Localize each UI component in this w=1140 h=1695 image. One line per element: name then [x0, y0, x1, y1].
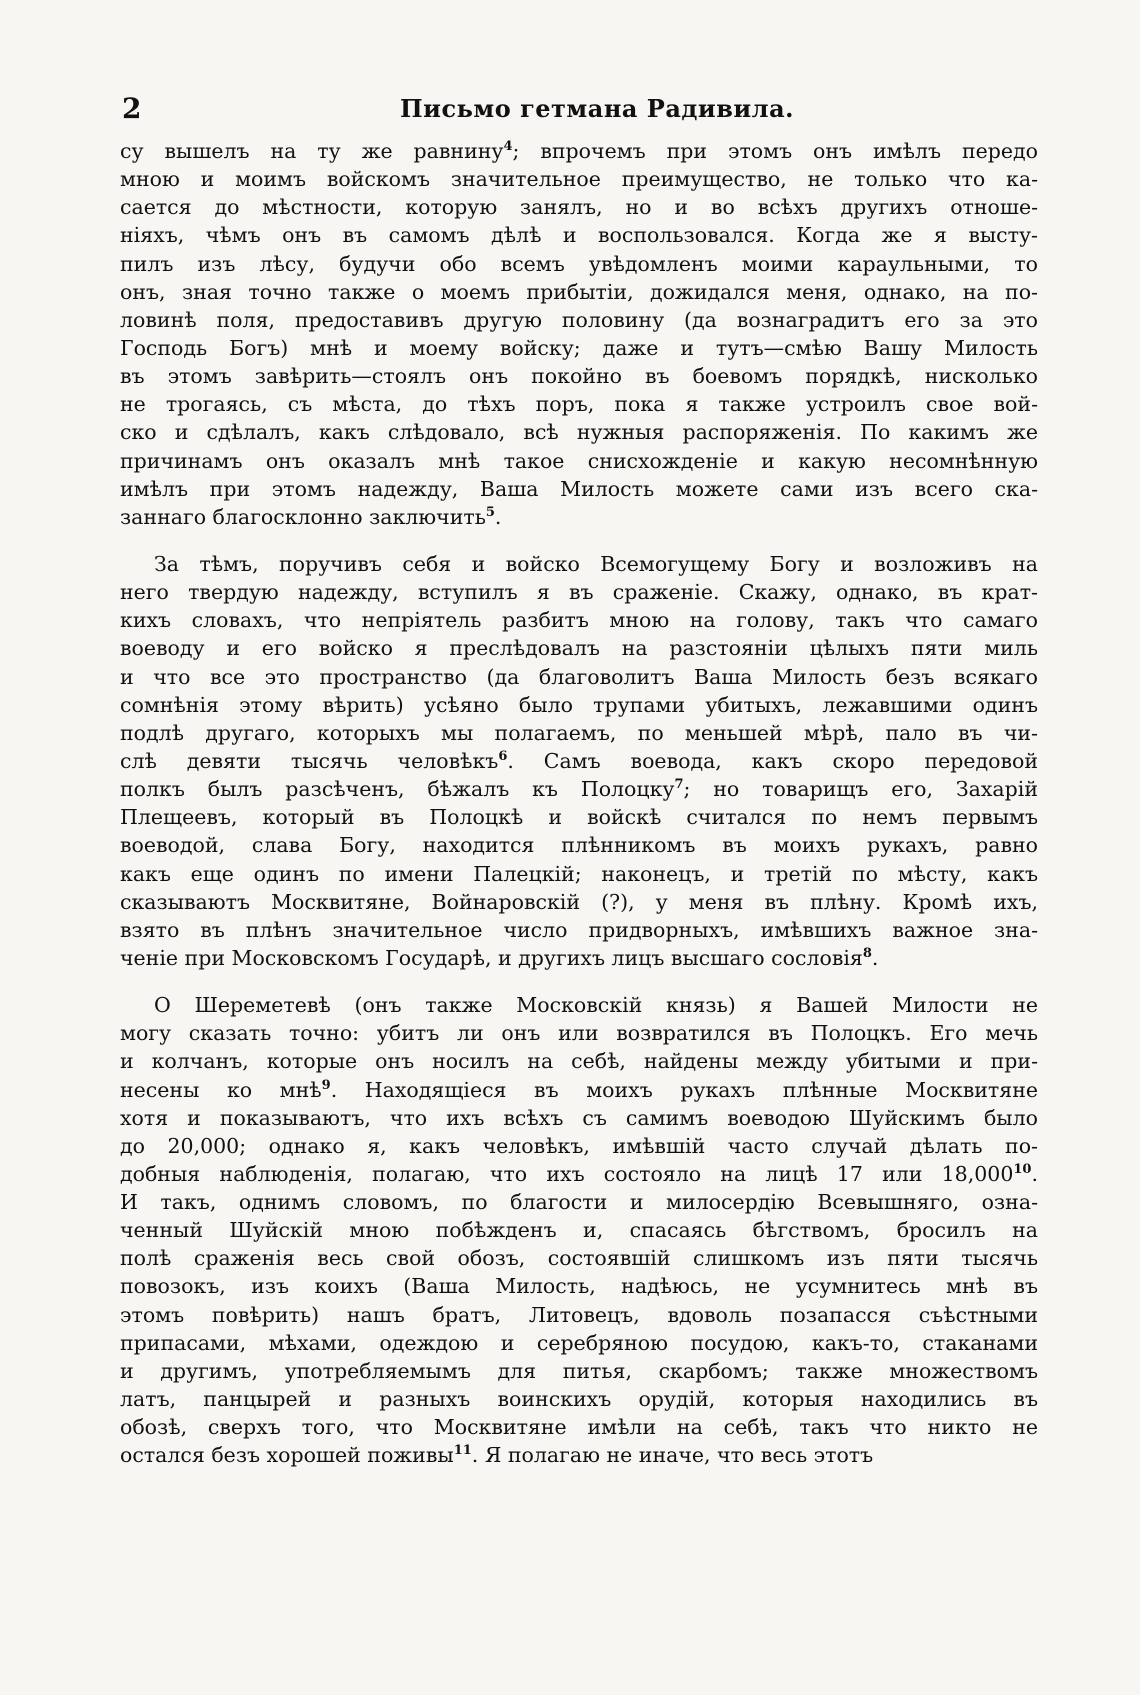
running-title: Письмо гетмана Радивила.: [400, 94, 794, 123]
text-line: [120, 944, 1038, 972]
footnote-marker[interactable]: 9: [321, 1077, 331, 1093]
line-text: су вышелъ на ту же равнину: [120, 139, 504, 163]
line-text: сается до мѣстности, которую занялъ, но и во всѣхъ другихъ отноше-: [120, 195, 1038, 220]
text-line: [120, 278, 1038, 306]
line-text: сомнѣнія этому вѣрить) усѣяно было трупами убитыхъ, лежавшими одинъ: [120, 692, 1038, 717]
text-line: [120, 775, 1038, 803]
paragraph: [120, 991, 1038, 1469]
text-line: [120, 1019, 1038, 1047]
line-text: ченный Шуйскій мною побѣжденъ и, спасаясь бѣгствомъ, бросилъ на: [120, 1218, 1038, 1243]
line-text-tail: . Находящіеся въ моихъ рукахъ плѣнные Москвитяне: [330, 1077, 1038, 1102]
footnote-marker[interactable]: 11: [453, 1443, 472, 1459]
line-text: не трогаясь, съ мѣста, до тѣхъ поръ, пока я также устроилъ свое вой-: [120, 392, 1038, 417]
paragraph: [120, 137, 1038, 531]
line-text: обозѣ, сверхъ того, что Москвитяне имѣли на себѣ, такъ что никто не: [120, 1415, 1038, 1440]
line-text-tail: . Самъ воевода, какъ скоро передовой: [507, 748, 1038, 773]
text-line: [120, 550, 1038, 578]
line-text-tail: . Я полагаю не иначе, что весь этотъ: [471, 1443, 874, 1468]
line-text: Господь Богъ) мнѣ и моему войску; даже и тутъ—смѣю Вашу Милость: [120, 335, 1038, 360]
page-number: 2: [122, 92, 142, 125]
text-line: [120, 991, 1038, 1019]
text-line: [120, 418, 1038, 446]
line-text-tail: .: [494, 504, 502, 529]
footnote-marker[interactable]: 8: [862, 946, 872, 962]
line-text: добныя наблюденія, полагаю, что ихъ состояло на лицѣ 17 или 18,000: [120, 1161, 1014, 1186]
text-line: [120, 634, 1038, 662]
line-text: онъ, зная точно также о моемъ прибытіи, дожидался меня, однако, на по-: [120, 279, 1038, 304]
line-text: хотя и показываютъ, что ихъ всѣхъ съ самимъ воеводою Шуйскимъ было: [120, 1105, 1038, 1130]
line-text: подлѣ другаго, которыхъ мы полагаемъ, по меньшей мѣрѣ, пало въ чи-: [120, 720, 1038, 745]
line-text: повозокъ, изъ коихъ (Ваша Милость, надѣюсь, не усумнитесь мнѣ въ: [120, 1274, 1038, 1299]
line-text: и колчанъ, которые онъ носилъ на себѣ, найдены между убитыми и при-: [120, 1049, 1038, 1074]
text-line: [120, 916, 1038, 944]
line-text-tail: .: [871, 945, 879, 970]
text-line: [120, 803, 1038, 831]
footnote-marker[interactable]: 10: [1013, 1162, 1032, 1178]
footnote-marker[interactable]: 7: [674, 777, 684, 793]
text-line: [120, 888, 1038, 916]
line-text: взято въ плѣнъ значительное число придворныхъ, имѣвшихъ важное зна-: [120, 917, 1038, 942]
text-line: [120, 503, 1038, 531]
text-line: [120, 1357, 1038, 1385]
text-line: [120, 1104, 1038, 1132]
page-body: [120, 137, 1038, 1469]
line-text: сказываютъ Москвитяне, Войнаровскій (?), у меня въ плѣну. Кромѣ ихъ,: [120, 889, 1038, 914]
text-line: [120, 578, 1038, 606]
text-line: [120, 475, 1038, 503]
text-line: [120, 663, 1038, 691]
line-text: въ этомъ завѣрить—стоялъ онъ покойно въ боевомъ порядкѣ, нисколько: [120, 364, 1038, 389]
line-text: пилъ изъ лѣсу, будучи обо всемъ увѣдомленъ моими караульными, то: [120, 251, 1038, 276]
text-line: [120, 747, 1038, 775]
text-line: [120, 1047, 1038, 1075]
text-line: [120, 691, 1038, 719]
text-line: [120, 193, 1038, 221]
line-text-tail: ; но товарищъ его, Захарій: [683, 777, 1038, 802]
line-text: до 20,000; однако я, какъ человѣкъ, имѣвшій часто случай дѣлать по-: [120, 1133, 1038, 1158]
text-line: [120, 1272, 1038, 1300]
text-line: [120, 137, 1038, 165]
line-text: могу сказать точно: убитъ ли онъ или возвратился въ Полоцкъ. Его мечь: [120, 1021, 1038, 1046]
line-text: полкъ былъ разсѣченъ, бѣжалъ къ Полоцку: [120, 777, 675, 802]
line-text: и другимъ, употребляемымъ для питья, скарбомъ; также множествомъ: [120, 1358, 1038, 1383]
line-text: ловинѣ поля, предоставивъ другую половину (да вознаградитъ его за это: [120, 307, 1038, 332]
text-line: [120, 221, 1038, 249]
line-text-tail: .: [1031, 1161, 1038, 1186]
line-text: О Шереметевѣ (онъ также Московскій князь) я Вашей Милости не: [154, 993, 1038, 1018]
line-text: ченіе при Московскомъ Государѣ, и другихъ лицъ высшаго сословія: [120, 945, 863, 970]
line-text: несены ко мнѣ: [120, 1077, 322, 1102]
text-line: [120, 390, 1038, 418]
text-line: [120, 1329, 1038, 1357]
line-text: остался безъ хорошей поживы: [120, 1443, 454, 1468]
footnote-marker[interactable]: 6: [498, 749, 508, 765]
line-text: воеводу и его войско я преслѣдовалъ на разстояніи цѣлыхъ пяти миль: [120, 636, 1038, 661]
text-line: [120, 1076, 1038, 1104]
footnote-marker[interactable]: 5: [485, 505, 495, 520]
line-text: мною и моимъ войскомъ значительное преимущество, не только что ка-: [120, 167, 1038, 192]
line-text: За тѣмъ, поручивъ себя и войско Всемогущему Богу и возложивъ на: [154, 551, 1038, 576]
text-line: [120, 1132, 1038, 1160]
line-text: латъ, панцырей и разныхъ воинскихъ орудій, которыя находились въ: [120, 1387, 1038, 1412]
line-text: воеводой, слава Богу, находится плѣнникомъ въ моихъ рукахъ, равно: [120, 833, 1038, 858]
line-text: и что все это пространство (да благоволитъ Ваша Милость безъ всякаго: [120, 664, 1038, 689]
text-line: [120, 606, 1038, 634]
line-text: этомъ повѣрить) нашъ братъ, Литовецъ, вдоволь позапасся съѣстными: [120, 1302, 1038, 1327]
text-line: [120, 165, 1038, 193]
text-line: [120, 860, 1038, 888]
text-line: [120, 1160, 1038, 1188]
page-header: [122, 92, 802, 126]
text-line: [120, 1244, 1038, 1272]
line-text: припасами, мѣхами, одеждою и серебряною посудою, какъ-то, стаканами: [120, 1330, 1038, 1355]
text-line: [120, 719, 1038, 747]
line-text: кихъ словахъ, что непріятель разбитъ мною на голову, такъ что самаго: [120, 608, 1038, 633]
line-text: Плещеевъ, который въ Полоцкѣ и войскѣ считался по немъ первымъ: [120, 805, 1038, 830]
line-text: полѣ сраженія весь свой обозъ, состоявшій слишкомъ изъ пяти тысячь: [120, 1246, 1038, 1271]
line-text: какъ еще одинъ по имени Палецкій; наконецъ, и третій по мѣсту, какъ: [120, 861, 1038, 886]
text-line: [120, 1413, 1038, 1441]
text-line: [120, 1301, 1038, 1329]
line-text: И такъ, однимъ словомъ, по благости и милосердію Всевышняго, озна-: [120, 1190, 1038, 1215]
paragraph: [120, 550, 1038, 972]
text-line: [120, 1385, 1038, 1413]
text-line: [120, 334, 1038, 362]
line-text: ніяхъ, чѣмъ онъ въ самомъ дѣлѣ и воспользовался. Когда же я высту-: [120, 223, 1038, 248]
line-text: слѣ девяти тысячь человѣкъ: [120, 748, 499, 773]
text-line: [120, 1188, 1038, 1216]
line-text: заннаго благосклонно заключить: [120, 504, 486, 529]
text-line: [120, 447, 1038, 475]
text-line: [120, 1441, 1038, 1469]
line-text: ско и сдѣлалъ, какъ слѣдовало, всѣ нужныя распоряженія. По какимъ же: [120, 420, 1038, 445]
text-line: [120, 831, 1038, 859]
text-line: [120, 250, 1038, 278]
line-text-tail: ; впрочемъ при этомъ онъ имѣлъ передо: [512, 139, 1038, 163]
line-text: имѣлъ при этомъ надежду, Ваша Милость можете сами изъ всего ска-: [120, 476, 1038, 501]
line-text: него твердую надежду, вступилъ я въ сраженіе. Скажу, однако, въ крат-: [120, 580, 1038, 605]
text-line: [120, 1216, 1038, 1244]
footnote-marker[interactable]: 4: [503, 139, 513, 155]
text-line: [120, 306, 1038, 334]
text-line: [120, 362, 1038, 390]
line-text: причинамъ онъ оказалъ мнѣ такое снисхожденіе и какую несомнѣнную: [120, 448, 1038, 473]
